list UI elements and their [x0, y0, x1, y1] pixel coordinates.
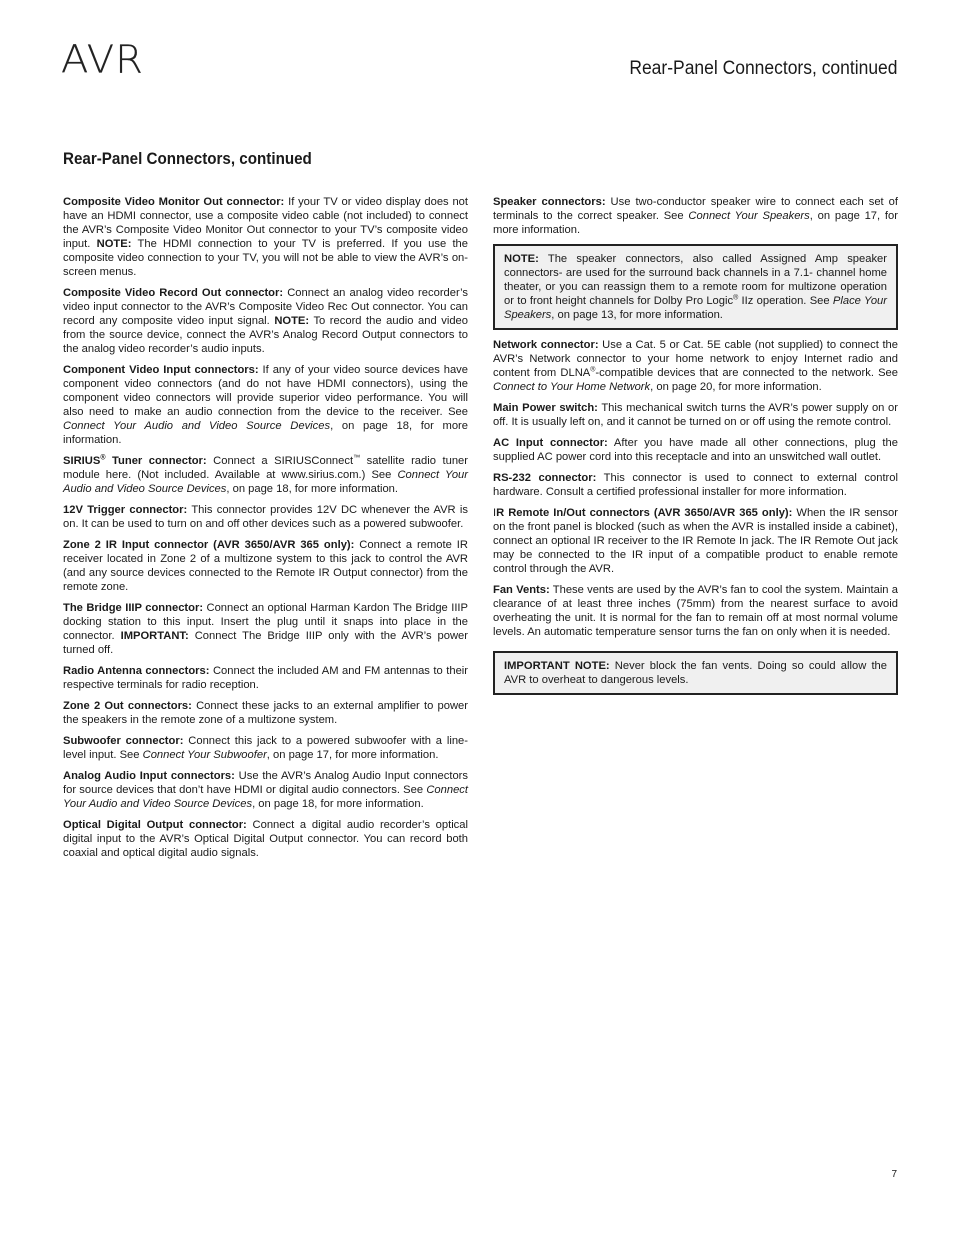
- header-title: Rear-Panel Connectors, continued: [629, 58, 898, 79]
- paragraph-analog-audio-input: Analog Audio Input connectors: Use the AVR’s Analog Audio Input connectors for source devices that don’t have HDMI or digital audio connectors. See Connect Your Audio and Video Source Devices, on page 18, for more information.: [63, 770, 468, 810]
- paragraph-zone2-out: Zone 2 Out connectors: Connect these jacks to an external amplifier to power the speakers in the remote zone of a multizone system.: [63, 700, 469, 726]
- paragraph-ir-remote: IR Remote In/Out connectors (AVR 3650/AVR 365 only): When the IR sensor on the front panel is blocked (such as when the AVR is installed inside a cabinet), connect an optional IR receiver to the IR Remote In jack. The IR Remote Out jack may be connected to the IR input of a compatible product to enable remote control through the AVR.: [493, 507, 898, 575]
- paragraph-network-connector: Network connector: Use a Cat. 5 or Cat. 5E cable (not supplied) to connect the AVR’s Network connector to your home network to enjoy Internet radio and content from DLNA®-compatible devices that are connected to the network. See Connect to Your Home Network, on page 20, for more information.: [493, 339, 898, 393]
- right-column: [493, 195, 898, 703]
- paragraph-optical-digital-output: Optical Digital Output connector: Connect a digital audio recorder’s optical digital input to the AVR’s Optical Digital Output connector. You can record both coaxial and optical digital audio signals.: [63, 819, 468, 859]
- paragraph-bridge-iiip: The Bridge IIIP connector: Connect an optional Harman Kardon The Bridge IIIP docking station to this input. Insert the plug until it snaps into place in the connector. IMPORTANT: Connect The Bridge IIIP only with the AVR’s power turned off.: [63, 602, 469, 656]
- paragraph-rs232: RS-232 connector: This connector is used to connect to external control hardware. Consult a certified professional installer for more information.: [493, 472, 898, 498]
- paragraph-zone2-ir-input: Zone 2 IR Input connector (AVR 3650/AVR 365 only): Connect a remote IR receiver located in Zone 2 of a multizone system to this jack to control the AVR (and any source devices connected to the Remote IR Output connector) from the remote zone.: [63, 539, 468, 593]
- page-number: 7: [891, 1169, 897, 1180]
- avr-logo: AVR: [61, 38, 144, 82]
- paragraph-speaker-connectors: Speaker connectors: Use two-conductor speaker wire to connect each set of terminals to the correct speaker. See Connect Your Speakers, on page 17, for more information.: [493, 196, 898, 236]
- paragraph-12v-trigger: 12V Trigger connector: This connector provides 12V DC whenever the AVR is on. It can be used to turn on and off other devices such as a powered subwoofer.: [63, 504, 468, 530]
- paragraph-subwoofer: Subwoofer connector: Connect this jack to a powered subwoofer with a line-level input. See Connect Your Subwoofer, on page 17, for more information.: [63, 735, 468, 761]
- paragraph-component-video-input: Component Video Input connectors: If any of your video source devices have component video connectors (and do not have HDMI connectors), using the component video connectors will provide superior video performance. You will also need to make an audio connection from the device to the receiver. See Connect Your Audio and Video Source Devices, on page 18, for more information.: [63, 364, 468, 446]
- paragraph-sirius-tuner: SIRIUS® Tuner connector: Connect a SIRIUSConnect™ satellite radio tuner module here. (Not included. Available at www.sirius.com.) See Connect Your Audio and Video Source Devices, on page 18, for more information.: [63, 454, 469, 495]
- paragraph-main-power-switch: Main Power switch: This mechanical switch turns the AVR’s power supply on or off. It is usually left on, and it cannot be turned on or off using the remote control.: [493, 402, 898, 428]
- paragraph-ac-input: AC Input connector: After you have made all other connections, plug the supplied AC power cord into this receptacle and into an unswitched wall outlet.: [493, 437, 898, 463]
- paragraph-composite-monitor-out: Composite Video Monitor Out connector: If your TV or video display does not have an HDMI connector, use a composite video cable (not included) to connect the AVR’s Composite Video Monitor Out connector to your TV’s composite video input. NOTE: The HDMI connection to your TV is preferred. If you use the composite video connection to your TV, you will not be able to view the AVR’s on-screen menus.: [63, 196, 468, 278]
- paragraph-fan-vents: Fan Vents: These vents are used by the AVR’s fan to cool the system. Maintain a clearance of at least three inches (75mm) from the nearest surface to avoid overheating the unit. It is normal for the fan to remain off at most normal volume levels. An automatic temperature sensor turns the fan on only when it is needed.: [493, 584, 898, 638]
- paragraph-composite-record-out: Composite Video Record Out connector: Connect an analog video recorder’s video input connector to the AVR’s Composite Video Rec Out connector. You can record any composite video input signal. NOTE: To record the audio and video from the source device, connect the AVR’s Analog Record Output connectors to the analog video recorder’s audio inputs.: [63, 287, 469, 355]
- speaker-note-box: NOTE: The speaker connectors, also called Assigned Amp speaker connectors- are used for the surround back channels in a 7.1- channel home theater, or you can reassign them to a remote room for multizone operation or to front height channels for Dolby Pro Logic® IIz operation. See Place Your Speakers, on page 13, for more information.: [493, 244, 898, 330]
- left-column: [63, 195, 468, 867]
- important-note-box: IMPORTANT NOTE: Never block the fan vents. Doing so could allow the AVR to overheat to dangerous levels.: [493, 651, 898, 695]
- paragraph-radio-antenna: Radio Antenna connectors: Connect the included AM and FM antennas to their respective terminals for radio reception.: [63, 665, 468, 691]
- section-title: Rear-Panel Connectors, continued: [63, 150, 312, 168]
